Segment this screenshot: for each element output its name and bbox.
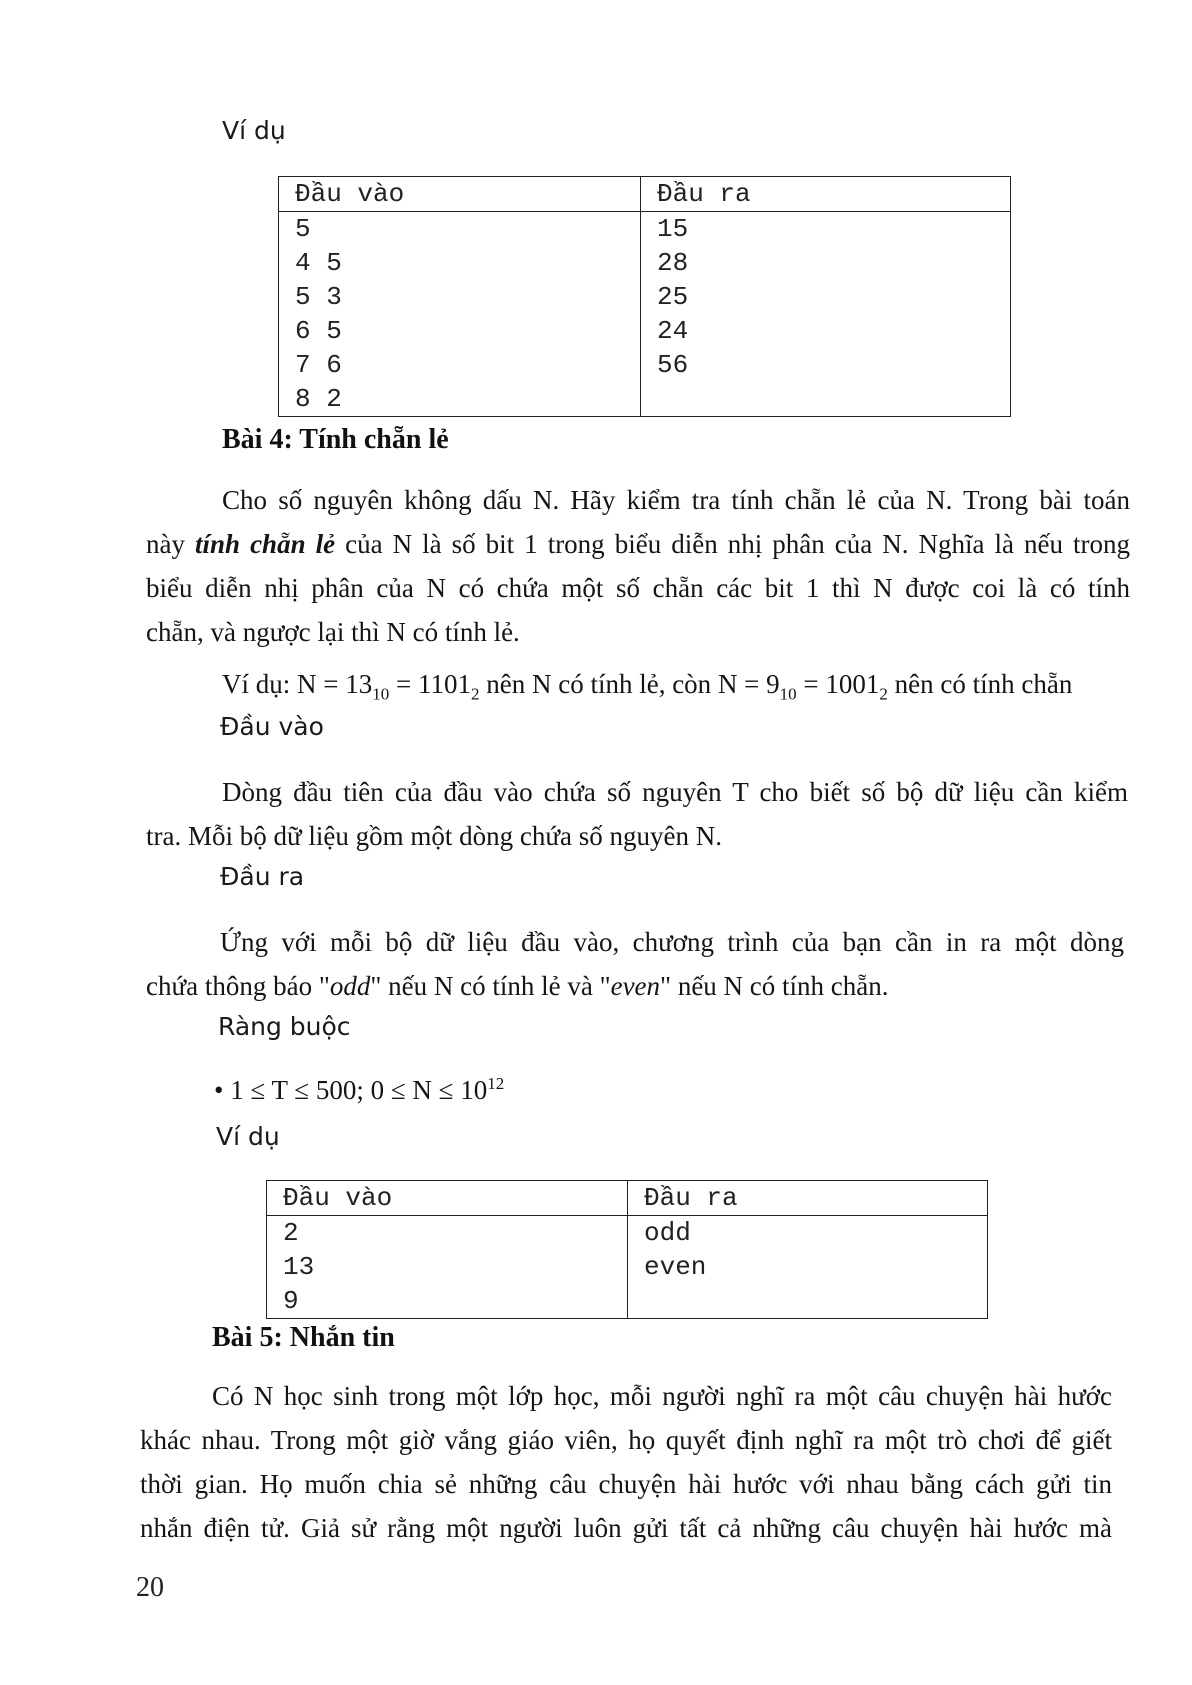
example-n2: N = 9 [717,669,780,699]
table1-input-line: 5 [295,214,311,244]
example-eq1-base: 2 [470,684,480,704]
input-line-1: Dòng đầu tiên của đầu vào chứa số nguyên T cho biết số bộ dữ liệu cần kiểm [222,777,1128,807]
table1-input-line: 6 5 [295,316,342,346]
input-heading: Đầu vào [220,712,324,741]
odd-keyword: odd [329,971,371,1001]
output-line-2-b: " nếu N có tính lẻ và " [370,971,611,1001]
table2-input-line: 13 [283,1252,315,1282]
table1-input-cell [279,212,641,417]
intro-line-2-end: của N là số bit 1 trong biểu diễn nhị phân của N. Nghĩa là nếu trong [335,529,1130,559]
table1-header-output: Đầu ra [641,177,1011,212]
table2-header-input: Đầu vào [267,1181,628,1216]
example-n1: N = 13 [297,669,373,699]
example-mid: nên N có tính lẻ, còn [479,669,718,699]
problem-5-title: Bài 5: Nhắn tin [212,1322,395,1353]
example-eq2: = 1001 [796,669,880,699]
table1-output-cell [641,212,1011,417]
table2-output-line: even [644,1252,707,1282]
even-keyword: even [610,971,661,1001]
table1-output-line: 15 [657,214,689,244]
output-line-2 [146,964,1124,1008]
table2-output-cell [628,1216,988,1319]
problem-5-line-1: Có N học sinh trong một lớp học, mỗi người nghĩ ra một câu chuyện hài hước [212,1381,1112,1411]
example-n1-base: 10 [372,684,390,704]
input-line-2: tra. Mỗi bộ dữ liệu gồm một dòng chứa số nguyên N. [146,821,722,851]
example-eq2-base: 2 [879,684,888,704]
constraint-item [214,1068,814,1112]
problem-4-intro [146,478,1130,654]
example-heading-1: Ví dụ [222,116,286,145]
problem-4-title: Bài 4: Tính chẵn lẻ [222,424,449,455]
table1-output-line: 25 [657,282,689,312]
example-n2-base: 10 [779,684,797,704]
table2-output-line: odd [644,1218,691,1248]
table1-header-input: Đầu vào [279,177,641,212]
output-line-1: Ứng với mỗi bộ dữ liệu đầu vào, chương trình của bạn cần in ra một dòng [220,927,1124,957]
intro-line-2-start: này [146,529,196,559]
output-line-2-c: " nếu N có tính chẵn. [660,971,889,1001]
constraint-line [214,1068,814,1112]
output-line-2-a: chứa thông báo " [146,971,330,1001]
problem-5-line-4: nhắn điện tử. Giả sử rằng một người luôn gửi tất cả những câu chuyện hài hước mà [140,1513,1112,1543]
table1-input-line: 8 2 [295,384,342,414]
output-heading: Đầu ra [220,862,305,891]
problem-5-line-3: thời gian. Họ muốn chia sẻ những câu chuyện hài hước với nhau bằng cách gửi tin [140,1469,1112,1499]
table1-input-line: 7 6 [295,350,342,380]
table1-output-line: 56 [657,350,689,380]
constraint-exponent: 12 [487,1074,505,1093]
constraint-text: 1 ≤ T ≤ 500; 0 ≤ N ≤ 10 [230,1075,488,1105]
example-table-1 [278,176,1011,417]
problem-5-intro [140,1374,1112,1550]
problem-4-example [222,662,1132,706]
output-description [146,920,1124,1008]
example-line [222,662,1132,706]
table1-input-line: 4 5 [295,248,342,278]
table1-input-line: 5 3 [295,282,342,312]
input-description [146,770,1128,858]
problem-5-line-2: khác nhau. Trong một giờ vắng giáo viên, họ quyết định nghĩ ra một trò chơi để giết [140,1425,1112,1455]
table2-header-output: Đầu ra [628,1181,988,1216]
intro-line-1: Cho số nguyên không dấu N. Hãy kiểm tra tính chẵn lẻ của N. Trong bài toán [222,485,1130,515]
table2-input-cell [267,1216,628,1319]
bullet-icon: • [214,1075,224,1105]
table1-output-line: 24 [657,316,689,346]
example-end: nên có tính chẵn [887,669,1073,699]
term-parity: tính chẵn lẻ [195,529,336,559]
intro-line-2 [146,522,1130,566]
intro-line-4: chẵn, và ngược lại thì N có tính lẻ. [146,617,520,647]
table1-output-line: 28 [657,248,689,278]
example-heading-2: Ví dụ [216,1122,280,1151]
example-eq1: = 1101 [389,669,471,699]
constraint-heading: Ràng buộc [218,1012,351,1041]
page-number: 20 [136,1572,164,1603]
example-prefix: Ví dụ: [222,669,298,699]
table2-input-line: 9 [283,1286,299,1316]
example-table-2 [266,1180,988,1319]
table2-input-line: 2 [283,1218,299,1248]
intro-line-3: biểu diễn nhị phân của N có chứa một số chẵn các bit 1 thì N được coi là có tính [146,573,1130,603]
